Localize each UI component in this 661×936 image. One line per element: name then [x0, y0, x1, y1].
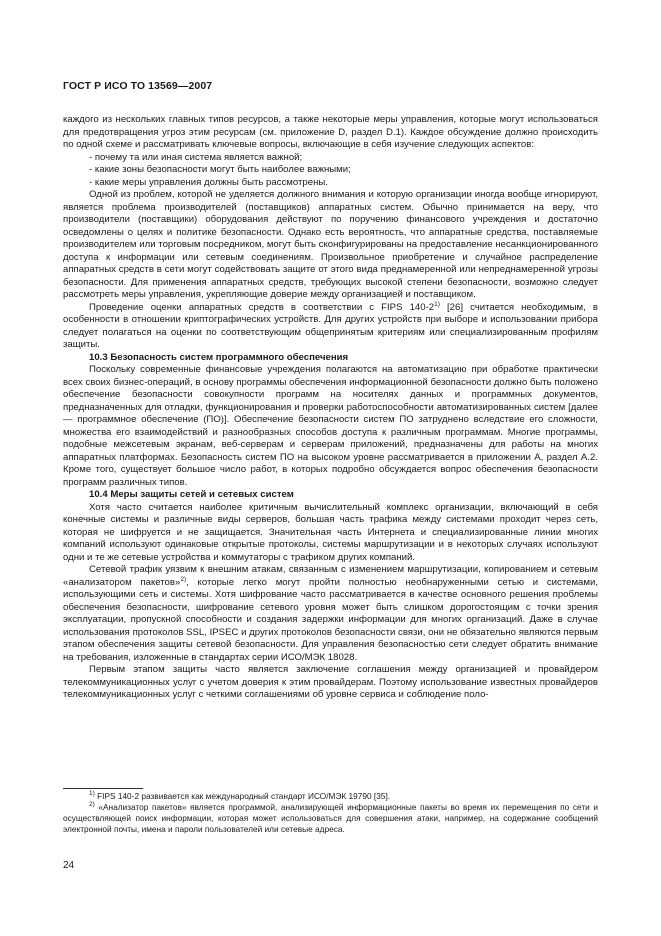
- paragraph-text: Проведение оценки аппаратных средств в соответствии с FIPS 140-2: [89, 301, 435, 313]
- body-text: [63, 114, 598, 702]
- list-item: - какие зоны безопасности могут быть наиболее важными;: [89, 164, 351, 175]
- footnote-marker: 2): [89, 801, 95, 808]
- footnote-marker: 1): [89, 790, 95, 797]
- section-heading-10-3: 10.3 Безопасность систем программного обеспечения: [89, 351, 349, 363]
- footnote-text: FIPS 140-2 развивается как международный стандарт ИСО/МЭК 19790 [35].: [94, 791, 391, 801]
- footnote-1: [63, 791, 598, 802]
- paragraph-text: [26] считается необходимым, в особенности в отношении криптографических устройств. Для других устройств при выборе и использовании прибора следует полагаться на оценки по соответствующим общепринятым критериям или специализированным профилям защиты.: [63, 301, 598, 350]
- paragraph-text: Сетевой трафик уязвим к внешним атакам, связанным с изменением маршрутизации, копированием и сетевым «анализатором пакетов»: [63, 564, 598, 588]
- footnotes: [63, 791, 598, 835]
- paragraph-hardware-vendors: Одной из проблем, которой не уделяется должного внимания и которую организации иногда вообще игнорируют, является проблема производителей (поставщиков) аппаратных систем. Обычно принимается на веру, что производители (поставщики) оборудования действуют по поручению финансового учреждения и достаточно осведомлены о целях и политике безопасности. Однако есть вероятность, что аппаратные средства, поставляемые производителем или торговым посредником, могут быть сконфигурированы на предоставление несанкционированного доступа к информации или сетевым соединениям. Произвольное приобретение и случайное распределение аппаратных средств в сети могут содействовать защите от этого вида преднамеренной или непреднамеренной угрозы безопасности. Для применения аппаратных средств, требующих высокой степени безопасности, возможно следует рассмотреть меры управления, укрепляющие доверие между организацией и поставщиком.: [63, 189, 598, 300]
- footnote-text: «Анализатор пакетов» является программой, анализирующей информационные пакеты во время их перемещения по сети и осуществляющей поиск информации, которая может использоваться для совершения атаки, например, на содержание сообщений электронной почты, имена и пароли пользователей или сетевые адреса.: [63, 802, 598, 834]
- section-heading-10-4: 10.4 Меры защиты сетей и сетевых систем: [89, 489, 294, 500]
- footnote-ref-1: 1): [434, 300, 440, 308]
- paragraph-telecom-providers: Первым этапом защиты часто является заключение соглашения между организацией и провайдером телекоммуникационных услуг с учетом доверия к этим провайдерам. Поэтому использование известных провайдеров телекоммуникационных услуг с четкими соглашениями об уровне сервиса и соблюдение поло-: [63, 664, 598, 700]
- paragraph-software-security: Поскольку современные финансовые учреждения полагаются на автоматизацию при обработке практически всех своих бизнес-операций, в основу программы обеспечения информационной безопасности должно быть положено обеспечение безопасности совокупности программ на носителях данных и программных документов, предназначенных для отладки, функционирования и проверки работоспособности автоматизированных систем [далее — программное обеспечение (ПО)]. Обеспечение безопасности систем ПО затруднено вследствие его сложности, множества его взаимодействий и разнообразных способов доступа к различным программам. Многие программы, подобные межсетевым экранам, веб-серверам и серверам приложений, предназначены для работы на многих аппаратных платформах. Безопасность систем ПО на высоком уровне рассматривается в приложении А, раздел А.2. Кроме того, существует большое число работ, в которых подробно обсуждается вопрос обеспечения безопасности программ различных типов.: [63, 364, 598, 488]
- paragraph-fips-evaluation: [63, 302, 598, 352]
- footnote-divider: [63, 788, 143, 789]
- paragraph-intro: каждого из нескольких главных типов ресурсов, а также некоторые меры управления, которые могут использоваться для предотвращения угроз этим ресурсам (см. приложение D, раздел D.1). Каждое обсуждение должно происходить по одной схеме и рассматривать ключевые вопросы, включающие в себя изучение следующих аспектов:: [63, 114, 598, 150]
- list-item: - почему та или иная система является важной;: [89, 151, 303, 163]
- list-item: - какие меры управления должны быть рассмотрены.: [89, 176, 328, 188]
- paragraph-text: , которые легко могут пройти полностью необнаруженными сетью и системами, использующими сеть и системы. Хотя шифрование часто рассматривается в качестве основного решения проблемы обеспечения безопасности, шифрование сетевого уровня может быть слишком дорогостоящим с точки зрения эксплуатации, пропускной способности и создания задержки информации для многих организаций. Даже в случае использования протоколов SSL, IPSEC и других протоколов безопасности связи, они не обязательно являются первым этапом обеспечения защиты сетевой безопасности. Для управления безопасностью сети следует обратить внимание на требования, изложенные в стандартах серии ИСО/МЭК 18028.: [63, 576, 598, 663]
- paragraph-network-attacks: [63, 564, 598, 664]
- paragraph-network-traffic: Хотя часто считается наиболее критичным вычислительный комплекс организации, включающий в себя конечные системы и различные виды серверов, большая часть трафика между системами проходит через сеть, которая не шифруется и не защищается. Значительная часть Интернета и специализированные линии многих компаний используют одинаковые открытые протоколы, системы маршрутизации и в некоторых случаях используют одни и те же сетевые устройства и коммутаторы с трафиком других компаний.: [63, 501, 598, 563]
- page-number: 24: [63, 860, 75, 871]
- footnote-ref-2: 2): [180, 575, 187, 583]
- footnote-2: [63, 802, 598, 835]
- standard-header: ГОСТ Р ИСО ТО 13569—2007: [63, 80, 213, 92]
